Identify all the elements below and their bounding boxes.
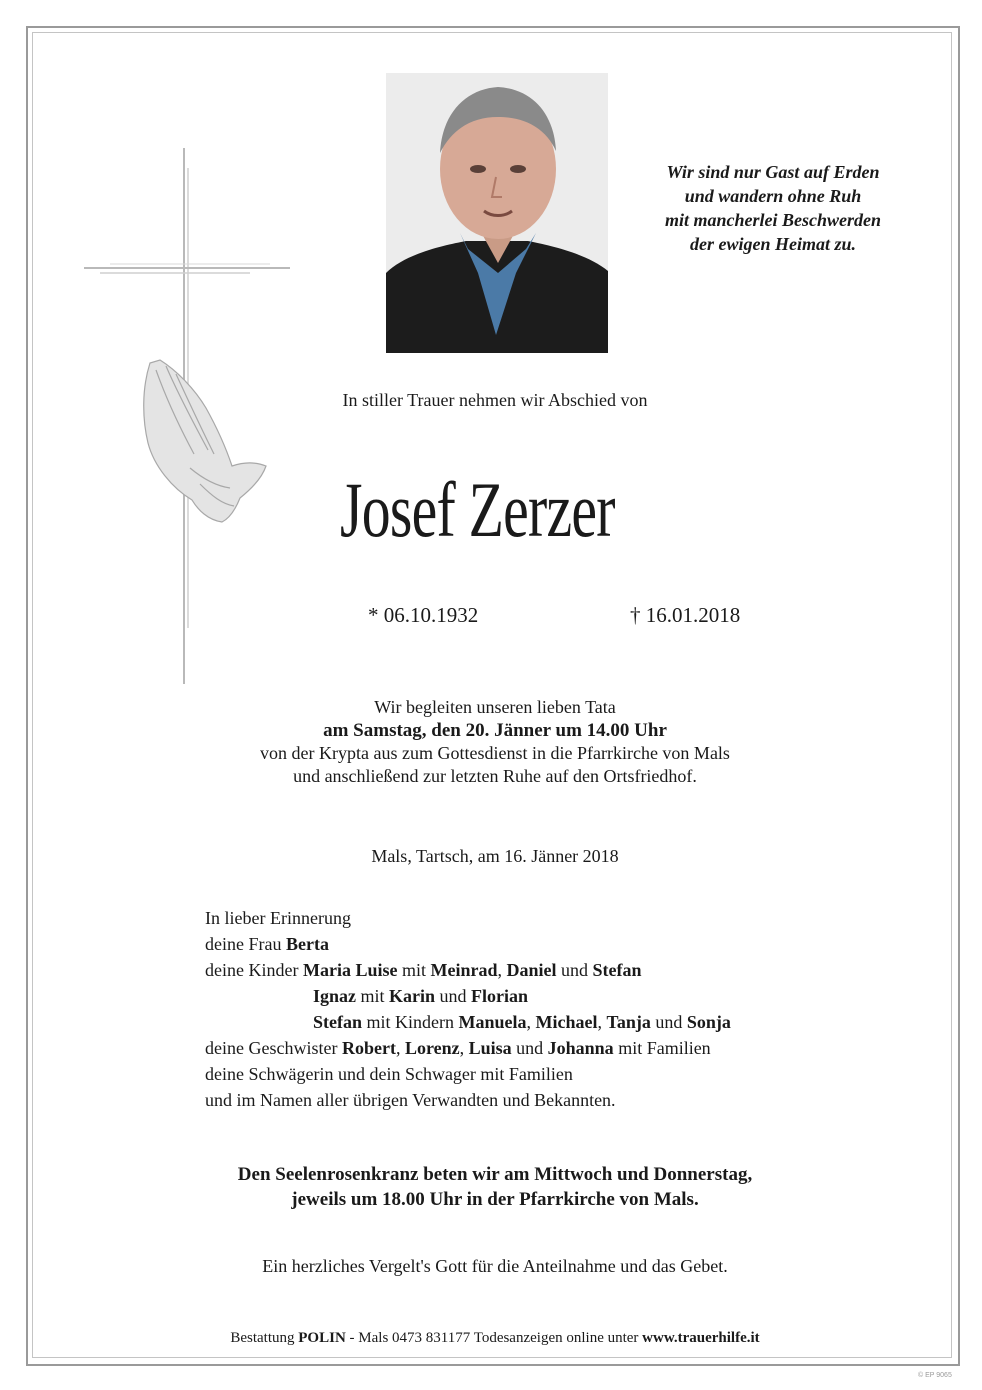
funeral-line: und anschließend zur letzten Ruhe auf den Ortsfriedhof. bbox=[293, 766, 697, 786]
quote-line: und wandern ohne Ruh bbox=[684, 186, 862, 206]
funeral-details bbox=[200, 696, 790, 788]
mourner-line: deine Kinder Maria Luise mit Meinrad, Daniel und Stefan bbox=[205, 960, 642, 980]
portrait-photo bbox=[386, 73, 608, 353]
mourner-line: Stefan mit Kindern Manuela, Michael, Tanja und Sonja bbox=[313, 1012, 731, 1032]
mourner-line: In lieber Erinnerung bbox=[205, 908, 351, 928]
mourner-line: deine Geschwister Robert, Lorenz, Luisa und Johanna mit Familien bbox=[205, 1038, 711, 1058]
mourner-line: Ignaz mit Karin und Florian bbox=[313, 986, 529, 1006]
thanks-text: Ein herzliches Vergelt's Gott für die Anteilnahme und das Gebet. bbox=[262, 1256, 728, 1276]
place-date: Mals, Tartsch, am 16. Jänner 2018 bbox=[371, 846, 619, 866]
cross-icon bbox=[80, 148, 295, 688]
praying-hands-icon bbox=[144, 360, 266, 522]
intro-text: In stiller Trauer nehmen wir Abschied von bbox=[342, 390, 648, 410]
quote-line: Wir sind nur Gast auf Erden bbox=[666, 162, 880, 182]
website-link[interactable]: www.trauerhilfe.it bbox=[642, 1330, 760, 1346]
rosary-line: jeweils um 18.00 Uhr in der Pfarrkirche von Mals. bbox=[291, 1189, 699, 1210]
birth-date: * 06.10.1932 bbox=[368, 603, 479, 627]
rosary-line: Den Seelenrosenkranz beten wir am Mittwoch und Donnerstag, bbox=[237, 1164, 753, 1185]
rosary-notice bbox=[170, 1162, 820, 1212]
deceased-name: Josef Zerzer bbox=[340, 466, 615, 553]
funeral-line: von der Krypta aus zum Gottesdienst in die Pfarrkirche von Mals bbox=[260, 743, 730, 763]
funeral-date-line: am Samstag, den 20. Jänner um 14.00 Uhr bbox=[323, 720, 667, 741]
mourner-line: und im Namen aller übrigen Verwandten und Bekannten. bbox=[205, 1090, 616, 1110]
mourner-line: deine Frau Berta bbox=[205, 934, 329, 954]
death-date: † 16.01.2018 bbox=[630, 603, 741, 627]
print-code: © EP 9065 bbox=[918, 1372, 952, 1379]
mourners-list bbox=[205, 905, 825, 1113]
quote-line: der ewigen Heimat zu. bbox=[690, 234, 856, 254]
mourner-line: deine Schwägerin und dein Schwager mit Familien bbox=[205, 1064, 573, 1084]
poem-quote bbox=[640, 160, 906, 256]
funeral-line: Wir begleiten unseren lieben Tata bbox=[374, 697, 616, 717]
quote-line: mit mancherlei Beschwerden bbox=[665, 210, 881, 230]
footer-funeral-home: Bestattung POLIN - Mals 0473 831177 Todesanzeigen online unter www.trauerhilfe.it bbox=[230, 1330, 760, 1346]
